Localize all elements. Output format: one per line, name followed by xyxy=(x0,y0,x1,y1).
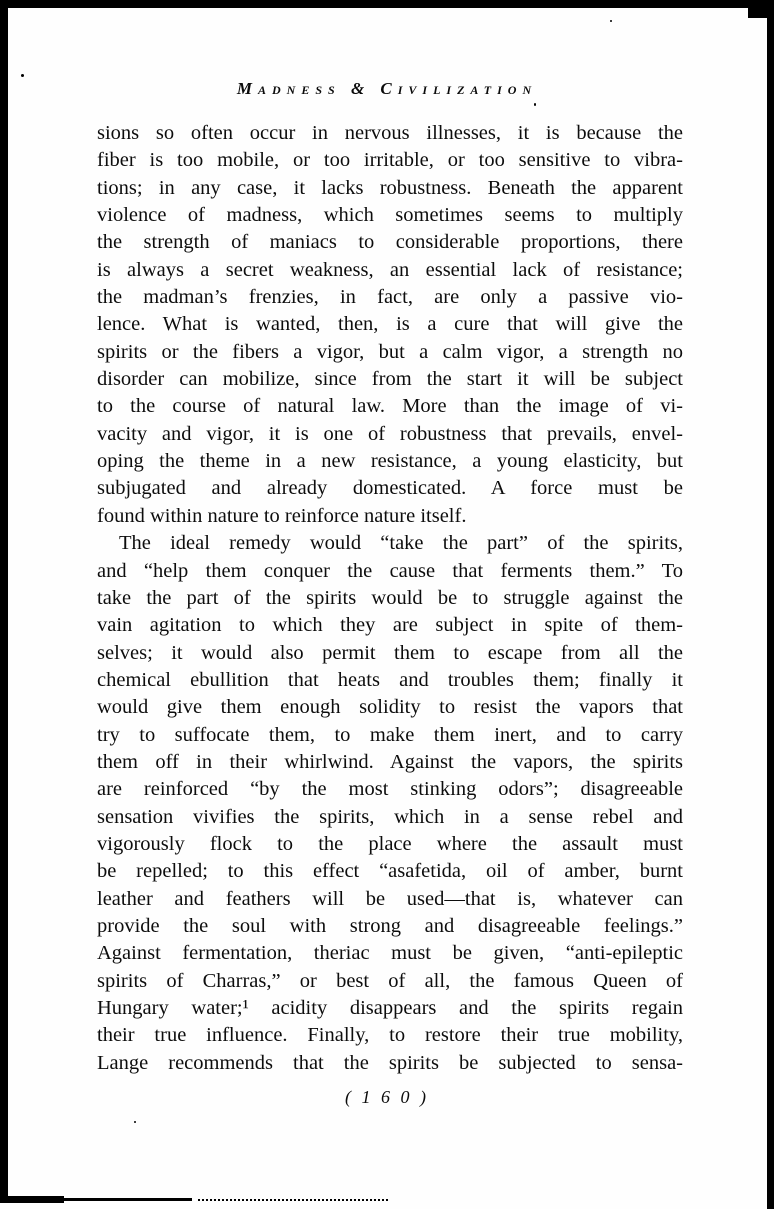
scan-speck xyxy=(134,1121,136,1123)
text-line: The ideal remedy would “take the part” of the spirits, xyxy=(119,532,683,555)
text-line: vigorously flock to the place where the assault must xyxy=(97,832,683,855)
text-line: tions; in any case, it lacks robustness. Beneath the apparent xyxy=(97,176,683,199)
text-line: Against fermentation, theriac must be given, “anti-epileptic xyxy=(97,942,683,965)
scan-speck xyxy=(610,20,612,22)
scan-border-bottom-dots xyxy=(198,1199,388,1201)
text-line: violence of madness, which sometimes seems to multiply xyxy=(97,204,683,227)
text-line: lence. What is wanted, then, is a cure that will give the xyxy=(97,313,683,336)
text-line: selves; it would also permit them to escape from all the xyxy=(97,641,683,664)
scan-border-bottom-bar xyxy=(6,1196,64,1203)
text-line: the madman’s frenzies, in fact, are only a passive vio- xyxy=(97,286,683,309)
scan-border-left xyxy=(0,0,8,1203)
text-line: the strength of maniacs to considerable proportions, there xyxy=(97,231,683,254)
text-line: spirits of Charras,” or best of all, the famous Queen of xyxy=(97,969,683,992)
text-line: would give them enough solidity to resist the vapors that xyxy=(97,696,683,719)
text-line: are reinforced “by the most stinking odors”; disagreeable xyxy=(97,778,683,801)
text-line: spirits or the fibers a vigor, but a calm vigor, a strength no xyxy=(97,340,683,363)
text-line: sensation vivifies the spirits, which in a sense rebel and xyxy=(97,805,683,828)
text-line: vacity and vigor, it is one of robustness that prevails, envel- xyxy=(97,422,683,445)
text-line: be repelled; to this effect “asafetida, oil of amber, burnt xyxy=(97,860,683,883)
text-line: found within nature to reinforce nature itself. xyxy=(97,504,467,527)
text-line: fiber is too mobile, or too irritable, or too sensitive to vibra- xyxy=(97,149,683,172)
text-line: their true influence. Finally, to restore their true mobility, xyxy=(97,1024,683,1047)
scan-border-corner xyxy=(748,0,774,18)
text-line: try to suffocate them, to make them inert, and to carry xyxy=(97,723,683,746)
text-line: to the course of natural law. More than the image of vi- xyxy=(97,395,683,418)
text-line: vain agitation to which they are subject in spite of them- xyxy=(97,614,683,637)
text-line: oping the theme in a new resistance, a young elasticity, but xyxy=(97,450,683,473)
text-line: subjugated and already domesticated. A force must be xyxy=(97,477,683,500)
text-line: and “help them conquer the cause that ferments them.” To xyxy=(97,559,683,582)
text-line: take the part of the spirits would be to struggle against the xyxy=(97,586,683,609)
scan-border-bottom-line xyxy=(64,1198,192,1201)
text-line: provide the soul with strong and disagreeable feelings.” xyxy=(97,914,683,937)
running-header: Madness & Civilization xyxy=(236,79,538,98)
text-line: leather and feathers will be used—that is, whatever can xyxy=(97,887,683,910)
scan-speck xyxy=(534,103,536,106)
scan-speck xyxy=(21,74,24,77)
text-line: Lange recommends that the spirits be subjected to sensa- xyxy=(97,1051,683,1074)
scan-border-top xyxy=(0,0,774,8)
text-line: sions so often occur in nervous illnesses, it is because the xyxy=(97,122,683,144)
page-body xyxy=(97,120,683,1077)
scan-border-right xyxy=(767,0,774,1209)
text-line: Hungary water;¹ acidity disappears and the spirits regain xyxy=(97,997,683,1019)
text-line: chemical ebullition that heats and troubles them; finally it xyxy=(97,668,683,691)
text-line: is always a secret weakness, an essential lack of resistance; xyxy=(97,258,683,281)
text-line: disorder can mobilize, since from the start it will be subject xyxy=(97,368,683,391)
text-line: them off in their whirlwind. Against the vapors, the spirits xyxy=(97,750,683,773)
page-number: ( 1 6 0 ) xyxy=(345,1087,429,1107)
